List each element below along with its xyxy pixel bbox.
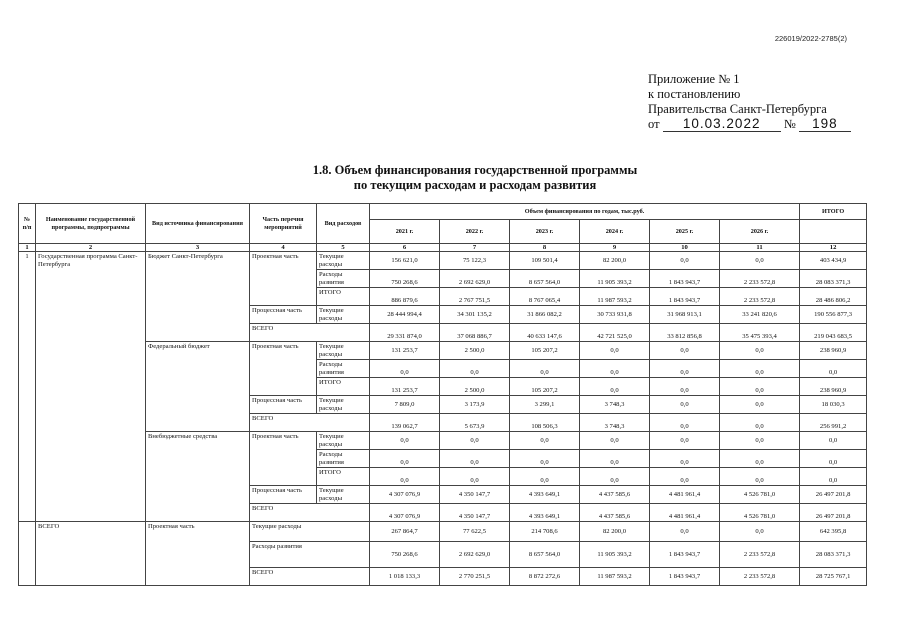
year-value: 4 481 961,4 bbox=[650, 486, 720, 504]
year-value: 28 444 994,4 bbox=[370, 306, 440, 324]
year-value: 30 733 931,8 bbox=[580, 306, 650, 324]
header-source: Вид источника финансирования bbox=[146, 204, 250, 244]
appendix-line-3: Правительства Санкт-Петербурга bbox=[648, 102, 827, 116]
year-value: 2 233 572,8 bbox=[720, 542, 800, 568]
total-value: 28 486 806,2 bbox=[800, 288, 867, 306]
year-value: 0,0 bbox=[510, 468, 580, 486]
total-value: 403 434,9 bbox=[800, 252, 867, 270]
year-value: 75 122,3 bbox=[440, 252, 510, 270]
year-value: 31 968 913,1 bbox=[650, 306, 720, 324]
appendix-line-2: к постановлению bbox=[648, 87, 741, 101]
header-year-2023: 2023 г. bbox=[510, 220, 580, 244]
total-value: 238 960,9 bbox=[800, 342, 867, 360]
year-value: 0,0 bbox=[650, 378, 720, 396]
year-value: 2 233 572,8 bbox=[720, 288, 800, 306]
year-value: 11 987 593,2 bbox=[580, 288, 650, 306]
total-develop-label: Расходы развития bbox=[250, 542, 370, 568]
year-value: 4 526 781,0 bbox=[720, 504, 800, 522]
expense-current: Текущие расходы bbox=[317, 342, 370, 360]
total-value: 28 083 371,3 bbox=[800, 270, 867, 288]
expense-develop: Расходы развития bbox=[317, 360, 370, 378]
year-value: 2 770 251,5 bbox=[440, 568, 510, 586]
year-value: 0,0 bbox=[650, 432, 720, 450]
year-value: 11 905 393,2 bbox=[580, 270, 650, 288]
year-value: 0,0 bbox=[440, 450, 510, 468]
year-value: 0,0 bbox=[370, 432, 440, 450]
year-value: 214 708,6 bbox=[510, 522, 580, 542]
col-index: 6 bbox=[370, 244, 440, 252]
year-value: 2 692 629,0 bbox=[440, 270, 510, 288]
year-value: 4 437 585,6 bbox=[580, 504, 650, 522]
expense-itogo: ИТОГО bbox=[317, 468, 370, 486]
year-value: 0,0 bbox=[580, 432, 650, 450]
source-extra: Внебюджетные средства bbox=[146, 432, 250, 522]
year-value: 0,0 bbox=[370, 468, 440, 486]
financing-table bbox=[18, 203, 867, 586]
year-value: 8 657 564,0 bbox=[510, 542, 580, 568]
year-value: 37 068 886,7 bbox=[440, 324, 510, 342]
header-total-blank bbox=[800, 220, 867, 244]
part-process: Процессная часть bbox=[250, 396, 317, 414]
year-value: 2 233 572,8 bbox=[720, 270, 800, 288]
year-value: 3 173,9 bbox=[440, 396, 510, 414]
year-value: 0,0 bbox=[650, 342, 720, 360]
year-value: 0,0 bbox=[370, 360, 440, 378]
year-value: 11 987 593,2 bbox=[580, 568, 650, 586]
header-row-1 bbox=[19, 204, 867, 220]
col-index: 1 bbox=[19, 244, 36, 252]
appendix-date-line bbox=[648, 117, 851, 132]
year-value: 0,0 bbox=[510, 360, 580, 378]
year-value: 0,0 bbox=[650, 522, 720, 542]
year-value: 1 843 943,7 bbox=[650, 270, 720, 288]
header-part: Часть перечня мероприятий bbox=[250, 204, 317, 244]
year-value: 1 843 943,7 bbox=[650, 288, 720, 306]
year-value: 108 506,3 bbox=[510, 414, 580, 432]
year-value: 0,0 bbox=[510, 432, 580, 450]
appendix-line-1: Приложение № 1 bbox=[648, 72, 740, 86]
year-value: 0,0 bbox=[650, 450, 720, 468]
year-value: 109 501,4 bbox=[510, 252, 580, 270]
year-value: 0,0 bbox=[510, 450, 580, 468]
expense-current: Текущие расходы bbox=[317, 252, 370, 270]
table-body bbox=[19, 204, 867, 586]
total-value: 18 030,3 bbox=[800, 396, 867, 414]
year-value: 33 241 820,6 bbox=[720, 306, 800, 324]
document-number: 226019/2022-2785(2) bbox=[774, 34, 847, 43]
total-vsego-label: ВСЕГО bbox=[250, 568, 370, 586]
header-expense: Вид расходов bbox=[317, 204, 370, 244]
year-value: 1 843 943,7 bbox=[650, 568, 720, 586]
year-value: 0,0 bbox=[580, 468, 650, 486]
expense-current: Текущие расходы bbox=[317, 432, 370, 450]
year-value: 131 253,7 bbox=[370, 378, 440, 396]
year-value: 0,0 bbox=[720, 468, 800, 486]
total-block-label: ВСЕГО bbox=[36, 522, 146, 586]
table-row bbox=[19, 432, 867, 450]
col-index: 5 bbox=[317, 244, 370, 252]
expense-itogo: ИТОГО bbox=[317, 378, 370, 396]
total-block-part: Проектная часть bbox=[146, 522, 250, 586]
col-index: 12 bbox=[800, 244, 867, 252]
year-value: 8 767 065,4 bbox=[510, 288, 580, 306]
year-value: 0,0 bbox=[440, 468, 510, 486]
year-value: 0,0 bbox=[720, 414, 800, 432]
source-fed: Федеральный бюджет bbox=[146, 342, 250, 432]
total-current-label: Текущие расходы bbox=[250, 522, 370, 542]
column-index-row bbox=[19, 244, 867, 252]
year-value: 35 475 393,4 bbox=[720, 324, 800, 342]
year-value: 5 673,9 bbox=[440, 414, 510, 432]
year-value: 4 393 649,1 bbox=[510, 504, 580, 522]
year-value: 0,0 bbox=[650, 252, 720, 270]
year-value: 750 268,6 bbox=[370, 270, 440, 288]
part-project: Проектная часть bbox=[250, 432, 317, 486]
col-index: 2 bbox=[36, 244, 146, 252]
total-value: 0,0 bbox=[800, 360, 867, 378]
year-value: 0,0 bbox=[650, 414, 720, 432]
year-value: 42 721 525,0 bbox=[580, 324, 650, 342]
total-value: 26 497 201,8 bbox=[800, 486, 867, 504]
appendix-block bbox=[648, 72, 851, 132]
expense-develop: Расходы развития bbox=[317, 450, 370, 468]
year-value: 156 621,0 bbox=[370, 252, 440, 270]
year-value: 105 207,2 bbox=[510, 378, 580, 396]
year-value: 82 200,0 bbox=[580, 522, 650, 542]
year-value: 131 253,7 bbox=[370, 342, 440, 360]
header-volume: Объем финансирования по годам, тыс.руб. bbox=[370, 204, 800, 220]
title-line-2: по текущим расходам и расходам развития bbox=[353, 178, 597, 192]
year-value: 8 657 564,0 bbox=[510, 270, 580, 288]
year-value: 2 500,0 bbox=[440, 342, 510, 360]
total-value: 0,0 bbox=[800, 468, 867, 486]
number-prefix: № bbox=[783, 117, 796, 131]
col-index: 3 bbox=[146, 244, 250, 252]
expense-current: Текущие расходы bbox=[317, 486, 370, 504]
col-index: 4 bbox=[250, 244, 317, 252]
year-value: 0,0 bbox=[580, 450, 650, 468]
year-value: 31 866 082,2 bbox=[510, 306, 580, 324]
year-value: 0,0 bbox=[440, 360, 510, 378]
year-value: 4 307 076,9 bbox=[370, 486, 440, 504]
year-value: 2 500,0 bbox=[440, 378, 510, 396]
header-year-2021: 2021 г. bbox=[370, 220, 440, 244]
total-value: 256 991,2 bbox=[800, 414, 867, 432]
source-vsego: ВСЕГО bbox=[250, 414, 370, 432]
year-value: 3 748,3 bbox=[580, 396, 650, 414]
date-prefix: от bbox=[648, 117, 660, 131]
year-value: 0,0 bbox=[650, 468, 720, 486]
header-total: ИТОГО bbox=[800, 204, 867, 220]
col-index: 8 bbox=[510, 244, 580, 252]
total-value: 190 556 877,3 bbox=[800, 306, 867, 324]
total-value: 28 725 767,1 bbox=[800, 568, 867, 586]
year-value: 2 692 629,0 bbox=[440, 542, 510, 568]
year-value: 4 307 076,9 bbox=[370, 504, 440, 522]
page-title bbox=[200, 163, 750, 193]
part-process: Процессная часть bbox=[250, 306, 317, 324]
year-value: 0,0 bbox=[720, 432, 800, 450]
table-row bbox=[19, 522, 867, 542]
year-value: 82 200,0 bbox=[580, 252, 650, 270]
year-value: 139 062,7 bbox=[370, 414, 440, 432]
year-value: 0,0 bbox=[720, 522, 800, 542]
total-value: 26 497 201,8 bbox=[800, 504, 867, 522]
year-value: 0,0 bbox=[650, 360, 720, 378]
header-year-2025: 2025 г. bbox=[650, 220, 720, 244]
year-value: 3 299,1 bbox=[510, 396, 580, 414]
program-number: 1 bbox=[19, 252, 36, 522]
year-value: 0,0 bbox=[720, 378, 800, 396]
expense-itogo: ИТОГО bbox=[317, 288, 370, 306]
table-row bbox=[19, 342, 867, 360]
part-project: Проектная часть bbox=[250, 342, 317, 396]
year-value: 4 393 649,1 bbox=[510, 486, 580, 504]
title-line-1: 1.8. Объем финансирования государственной программы bbox=[312, 163, 638, 177]
year-value: 0,0 bbox=[370, 450, 440, 468]
col-index: 7 bbox=[440, 244, 510, 252]
source-vsego: ВСЕГО bbox=[250, 324, 370, 342]
year-value: 4 526 781,0 bbox=[720, 486, 800, 504]
year-value: 0,0 bbox=[650, 396, 720, 414]
year-value: 4 437 585,6 bbox=[580, 486, 650, 504]
year-value: 0,0 bbox=[580, 360, 650, 378]
header-year-2022: 2022 г. bbox=[440, 220, 510, 244]
year-value: 0,0 bbox=[720, 342, 800, 360]
year-value: 2 767 751,5 bbox=[440, 288, 510, 306]
year-value: 40 633 147,6 bbox=[510, 324, 580, 342]
total-value: 238 960,9 bbox=[800, 378, 867, 396]
header-program: Наименование государственной программы, подпрограммы bbox=[36, 204, 146, 244]
year-value: 0,0 bbox=[720, 396, 800, 414]
col-index: 11 bbox=[720, 244, 800, 252]
year-value: 0,0 bbox=[720, 450, 800, 468]
total-value: 642 395,8 bbox=[800, 522, 867, 542]
year-value: 0,0 bbox=[580, 378, 650, 396]
year-value: 4 350 147,7 bbox=[440, 486, 510, 504]
year-value: 2 233 572,8 bbox=[720, 568, 800, 586]
year-value: 11 905 393,2 bbox=[580, 542, 650, 568]
year-value: 0,0 bbox=[440, 432, 510, 450]
total-block-num bbox=[19, 522, 36, 586]
part-project: Проектная часть bbox=[250, 252, 317, 306]
year-value: 34 301 135,2 bbox=[440, 306, 510, 324]
expense-develop: Расходы развития bbox=[317, 270, 370, 288]
decree-number: 198 bbox=[799, 117, 851, 132]
year-value: 0,0 bbox=[720, 252, 800, 270]
table-row bbox=[19, 252, 867, 270]
year-value: 29 331 874,0 bbox=[370, 324, 440, 342]
total-value: 0,0 bbox=[800, 432, 867, 450]
year-value: 0,0 bbox=[580, 342, 650, 360]
expense-current: Текущие расходы bbox=[317, 306, 370, 324]
year-value: 105 207,2 bbox=[510, 342, 580, 360]
col-index: 10 bbox=[650, 244, 720, 252]
total-value: 28 083 371,3 bbox=[800, 542, 867, 568]
year-value: 0,0 bbox=[720, 360, 800, 378]
year-value: 3 748,3 bbox=[580, 414, 650, 432]
part-process: Процессная часть bbox=[250, 486, 317, 504]
total-value: 0,0 bbox=[800, 450, 867, 468]
year-value: 1 018 133,3 bbox=[370, 568, 440, 586]
program-name: Государственная программа Санкт-Петербурга bbox=[36, 252, 146, 522]
expense-current: Текущие расходы bbox=[317, 396, 370, 414]
year-value: 750 268,6 bbox=[370, 542, 440, 568]
year-value: 7 809,0 bbox=[370, 396, 440, 414]
year-value: 33 812 856,8 bbox=[650, 324, 720, 342]
year-value: 267 864,7 bbox=[370, 522, 440, 542]
year-value: 1 843 943,7 bbox=[650, 542, 720, 568]
header-num: № п/п bbox=[19, 204, 36, 244]
col-index: 9 bbox=[580, 244, 650, 252]
year-value: 4 350 147,7 bbox=[440, 504, 510, 522]
year-value: 77 622,5 bbox=[440, 522, 510, 542]
year-value: 8 872 272,6 bbox=[510, 568, 580, 586]
header-year-2024: 2024 г. bbox=[580, 220, 650, 244]
source-spb: Бюджет Санкт-Петербурга bbox=[146, 252, 250, 342]
total-value: 219 043 683,5 bbox=[800, 324, 867, 342]
year-value: 4 481 961,4 bbox=[650, 504, 720, 522]
source-vsego: ВСЕГО bbox=[250, 504, 370, 522]
year-value: 886 879,6 bbox=[370, 288, 440, 306]
decree-date: 10.03.2022 bbox=[663, 117, 781, 132]
header-year-2026: 2026 г. bbox=[720, 220, 800, 244]
